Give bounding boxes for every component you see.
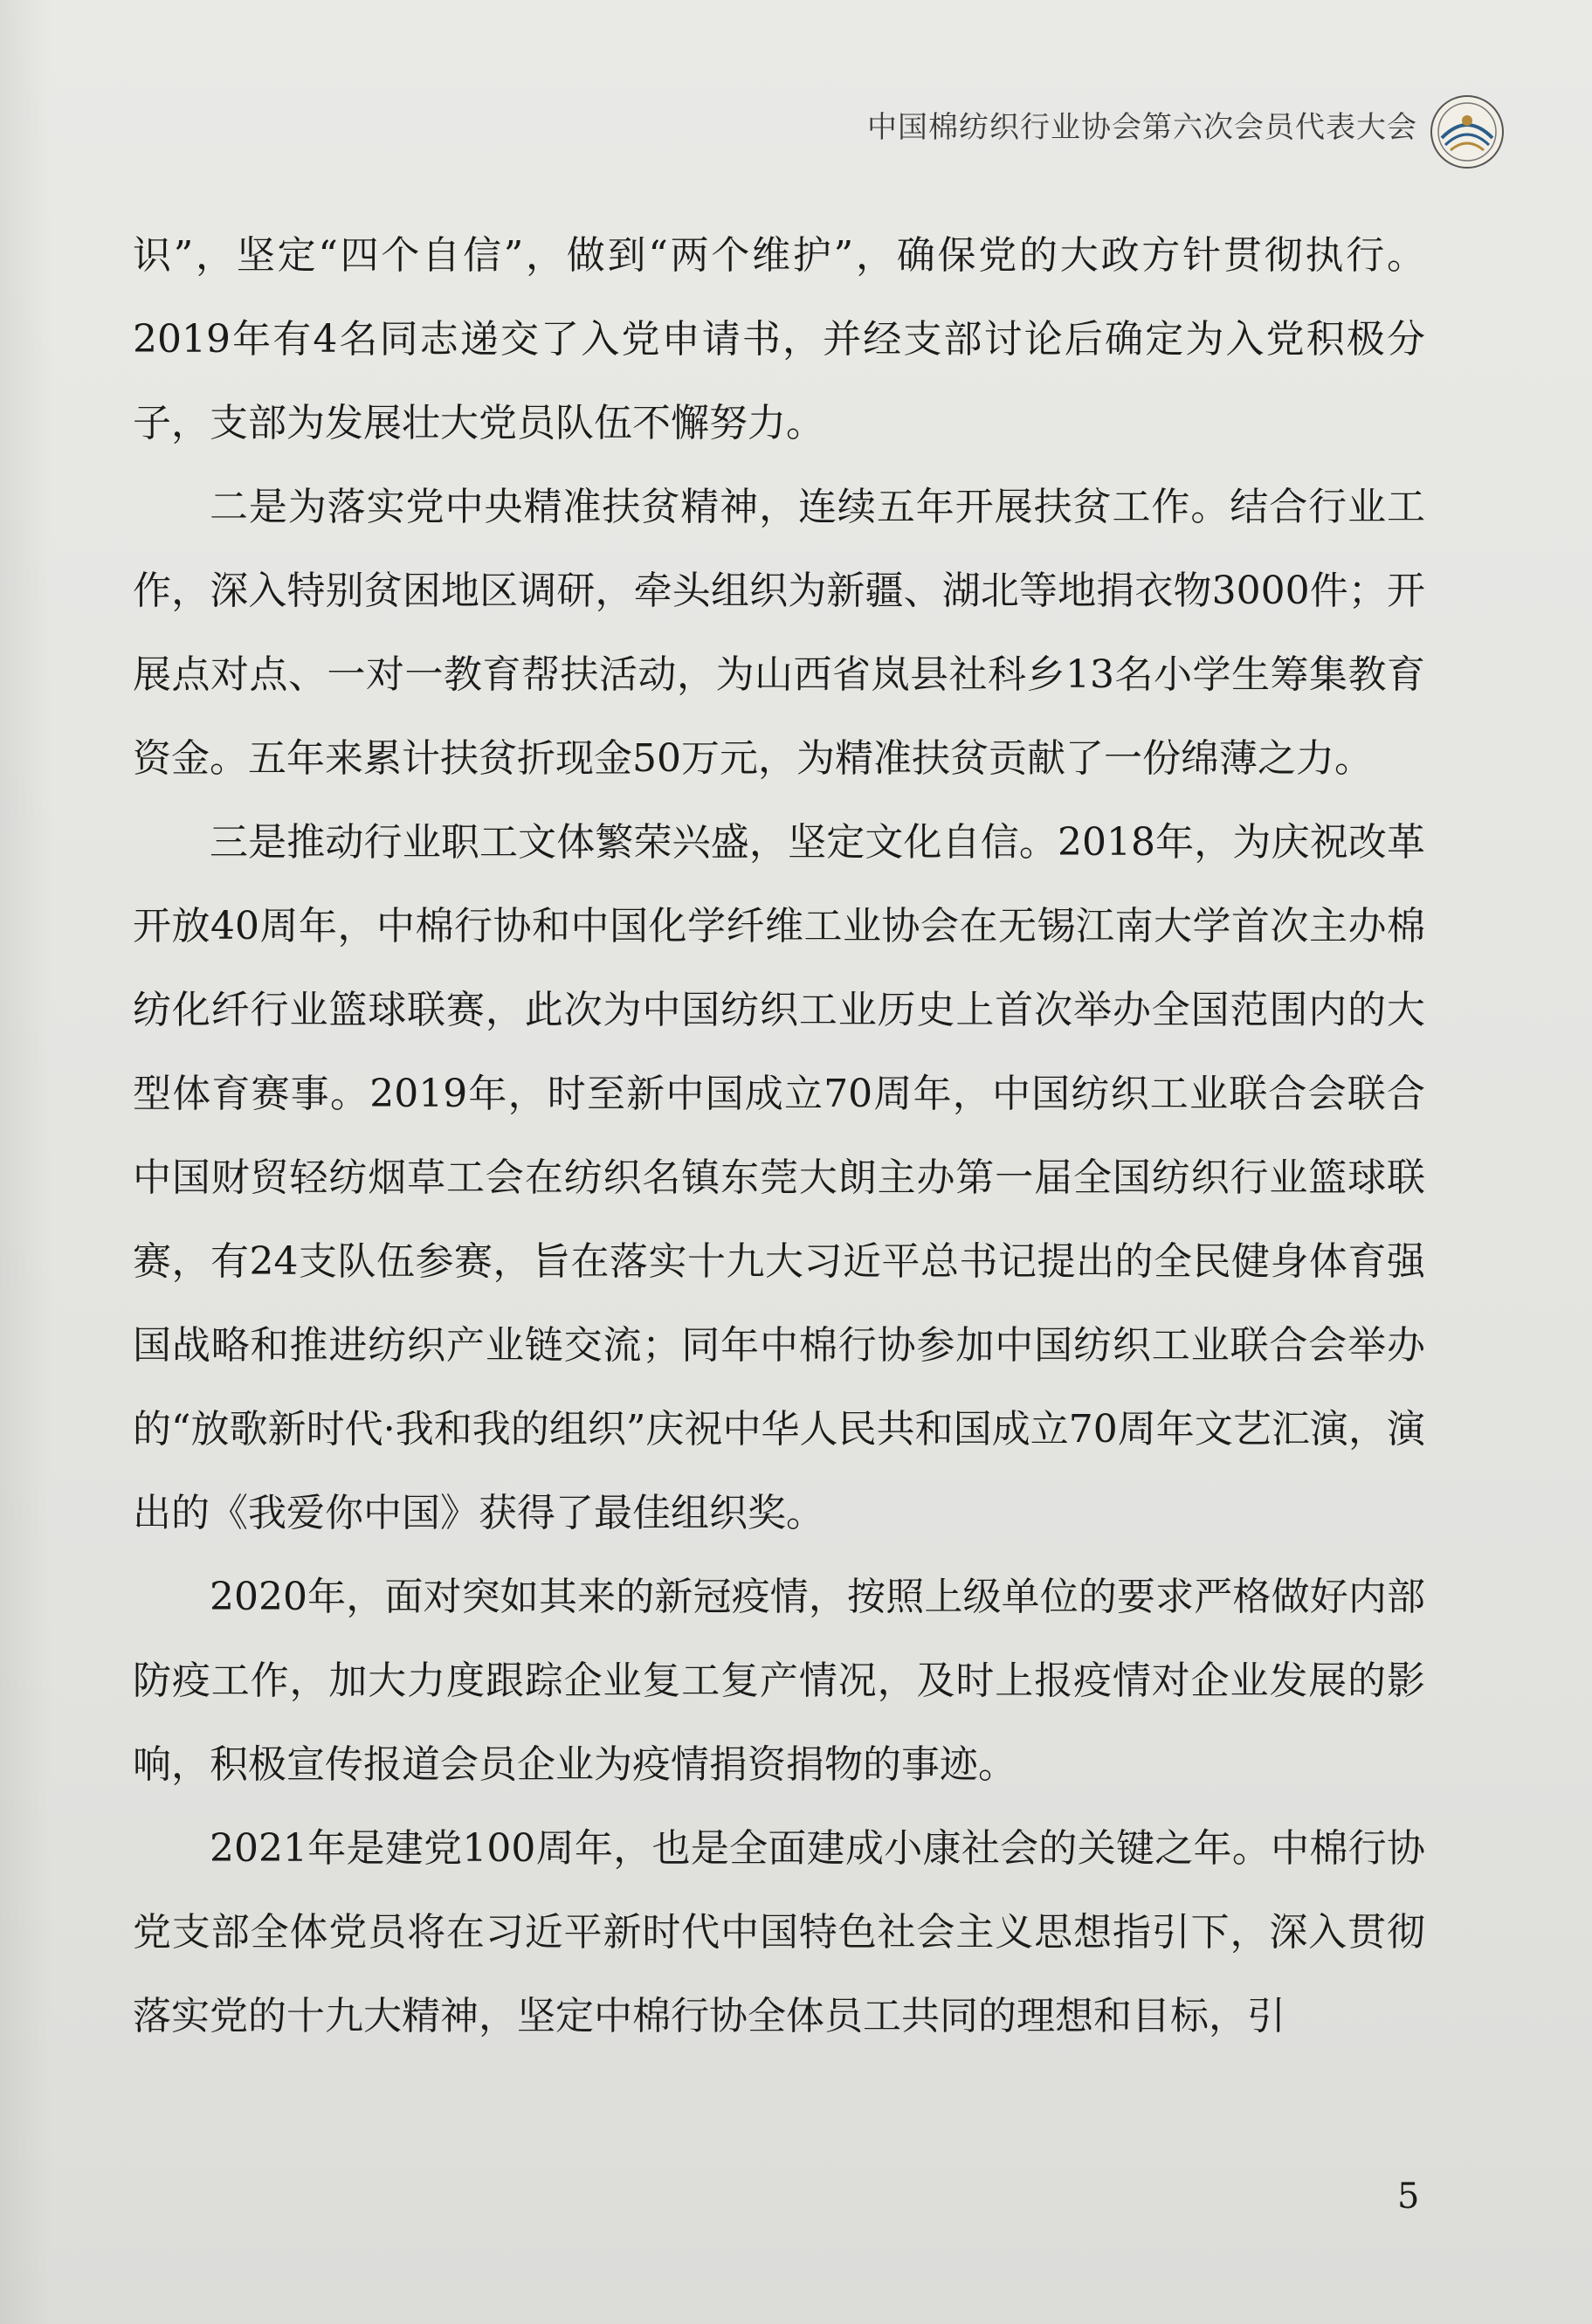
association-emblem-icon — [1430, 94, 1505, 169]
body-text — [133, 214, 1425, 2058]
paragraph: 2020年，面对突如其来的新冠疫情，按照上级单位的要求严格做好内部防疫工作，加大力度跟踪企业复工复产情况，及时上报疫情对企业发展的影响，积极宣传报道会员企业为疫情捐资捐物的事迹。 — [133, 1575, 1425, 1787]
running-header: 中国棉纺织行业协会第六次会员代表大会 — [867, 110, 1417, 145]
paragraph: 二是为落实党中央精准扶贫精神，连续五年开展扶贫工作。结合行业工作，深入特别贫困地区调研，牵头组织为新疆、湖北等地捐衣物3000件；开展点对点、一对一教育帮扶活动，为山西省岚县社科乡13名小学生筹集教育资金。五年来累计扶贫折现金50万元，为精准扶贫贡献了一份绵薄之力。 — [133, 485, 1425, 781]
paragraph: 识”，坚定“四个自信”，做到“两个维护”，确保党的大政方针贯彻执行。2019年有4名同志递交了入党申请书，并经支部讨论后确定为入党积极分子，支部为发展壮大党员队伍不懈努力。 — [133, 233, 1425, 445]
page-number: 5 — [1397, 2176, 1420, 2217]
paragraph: 2021年是建党100周年，也是全面建成小康社会的关键之年。中棉行协党支部全体党员将在习近平新时代中国特色社会主义思想指引下，深入贯彻落实党的十九大精神，坚定中棉行协全体员工共同的理想和目标，引 — [133, 1826, 1425, 2038]
paragraph: 三是推动行业职工文体繁荣兴盛，坚定文化自信。2018年，为庆祝改革开放40周年，中棉行协和中国化学纤维工业协会在无锡江南大学首次主办棉纺化纤行业篮球联赛，此次为中国纺织工业历史上首次举办全国范围内的大型体育赛事。2019年，时至新中国成立70周年，中国纺织工业联合会联合中国财贸轻纺烟草工会在纺织名镇东莞大朗主办第一届全国纺织行业篮球联赛，有24支队伍参赛，旨在落实十九大习近平总书记提出的全民健身体育强国战略和推进纺织产业链交流；同年中棉行协参加中国纺织工业联合会举办的“放歌新时代·我和我的组织”庆祝中华人民共和国成立70周年文艺汇演，演出的《我爱你中国》获得了最佳组织奖。 — [133, 820, 1425, 1535]
